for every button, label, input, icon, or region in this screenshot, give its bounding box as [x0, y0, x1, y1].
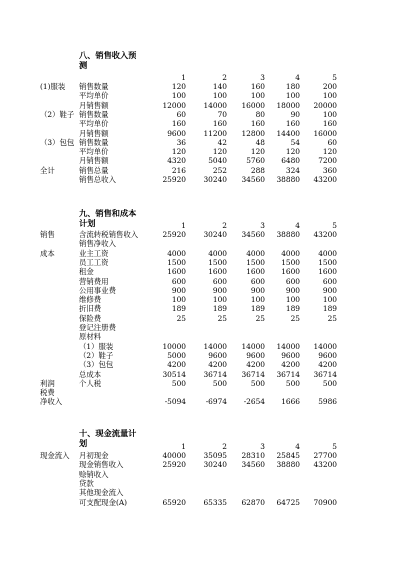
cost-cell: 4200	[281, 360, 300, 370]
cash-cell: 28310	[241, 451, 265, 460]
cost-cell: 1500	[281, 257, 300, 267]
sales-cell: 20000	[313, 100, 337, 110]
cost-cell: 14000	[276, 341, 300, 351]
cost-cell: 100	[322, 295, 337, 305]
sales-cell: 160	[322, 119, 337, 129]
sales-cell: 324	[285, 165, 300, 175]
sales-row-label: 平均单价	[79, 147, 109, 157]
cost-cell: 600	[322, 276, 337, 286]
cash-row-label: 现金销售收入	[79, 460, 124, 470]
cash-row-label: 赊销收入	[79, 469, 109, 479]
cost-cell: 189	[171, 304, 186, 314]
cost-row-label: （1）服装	[79, 341, 114, 351]
cost-month-header: 3	[260, 221, 265, 230]
cost-cell: 900	[212, 285, 227, 295]
cost-cell: 900	[250, 285, 265, 295]
cost-month-header: 2	[222, 221, 227, 230]
sales-cell: 36	[176, 137, 186, 147]
sales-cell: 216	[171, 165, 186, 175]
cost-cell: -2654	[243, 397, 265, 407]
sales-row-group: (1)服装	[40, 82, 66, 91]
sales-cell: 48	[255, 137, 265, 147]
cost-row-label: （3）包包	[79, 360, 114, 370]
cash-row-label: 贷款	[79, 478, 94, 488]
cost-row-label: 原材料	[79, 332, 102, 342]
sales-cell: 160	[171, 119, 186, 129]
cost-cell: 9600	[281, 350, 300, 360]
cost-cell: 25	[217, 313, 227, 323]
sales-cell: 5760	[246, 156, 265, 166]
cost-cell: 25920	[162, 230, 186, 239]
sales-cell: 54	[290, 137, 300, 147]
cost-cell: 36714	[313, 369, 337, 379]
cash-month-header: 2	[222, 442, 227, 451]
sales-cell: 160	[250, 119, 265, 129]
sales-cell: 4320	[167, 156, 186, 166]
cost-month-header: 4	[295, 221, 300, 230]
cash-cell: 34560	[241, 460, 265, 470]
sales-cell: 360	[322, 165, 337, 175]
cost-cell: 4000	[281, 248, 300, 258]
cost-row-label: 业主工资	[79, 248, 109, 258]
cost-row-label: 折旧费	[79, 304, 102, 314]
cost-row-label: 员工工资	[79, 257, 109, 267]
sales-cell: 80	[255, 109, 265, 119]
cost-cell: 600	[285, 276, 300, 286]
cash-cell: 65335	[203, 497, 227, 507]
cost-cell: 600	[212, 276, 227, 286]
cash-section-title: 划	[79, 438, 88, 448]
cost-cell: 9600	[208, 350, 227, 360]
cost-row-label: 销售净收入	[79, 239, 116, 249]
cost-cell: 100	[250, 295, 265, 305]
sales-cell: 25920	[162, 175, 186, 184]
cost-month-header: 1	[181, 221, 186, 230]
cost-cell: 1500	[167, 257, 186, 267]
cash-cell: 43200	[313, 460, 337, 470]
cost-cell: 1600	[208, 267, 227, 277]
cost-cell: 900	[322, 285, 337, 295]
sales-month-header: 3	[260, 73, 265, 82]
cash-cell: 70900	[313, 497, 337, 507]
sales-row-group: （2）鞋子	[40, 109, 75, 119]
cash-cell: 64725	[276, 497, 300, 507]
cash-month-header: 3	[260, 442, 265, 451]
cost-cell: 14000	[313, 341, 337, 351]
cost-section-title: 九、销售和成本	[79, 208, 137, 218]
sales-cell: 120	[250, 147, 265, 157]
sales-cell: 12800	[241, 128, 265, 138]
cash-cell: 35095	[203, 451, 227, 460]
cash-cell: 38880	[276, 460, 300, 470]
cost-cell: 5986	[318, 397, 337, 407]
cost-cell: 900	[171, 285, 186, 295]
sales-cell: 30240	[203, 175, 227, 184]
cost-cell: 9600	[318, 350, 337, 360]
cost-cell: 34560	[241, 230, 265, 239]
cost-cell: 100	[212, 295, 227, 305]
sales-cell: 7200	[318, 156, 337, 166]
sales-cell: 16000	[313, 128, 337, 138]
cost-cell: 500	[171, 378, 186, 388]
cost-cell: 4000	[246, 248, 265, 258]
sales-cell: 5040	[208, 156, 227, 166]
sales-cell: 90	[290, 109, 300, 119]
cost-section-title: 计划	[79, 218, 96, 228]
sales-month-header: 4	[295, 73, 300, 82]
sales-row-label: 销售数量	[79, 82, 109, 91]
cost-cell: 1600	[281, 267, 300, 277]
cost-cell: 1600	[167, 267, 186, 277]
cost-cell: 30514	[162, 369, 186, 379]
cost-row-group: 利润	[40, 378, 55, 388]
cash-cell: 25920	[162, 460, 186, 470]
cost-row-group: 净收入	[40, 397, 63, 407]
sales-row-label: 销售总量	[79, 165, 109, 175]
sales-cell: 252	[212, 165, 227, 175]
cost-cell: 1666	[281, 397, 300, 407]
sales-cell: 43200	[313, 175, 337, 184]
cost-cell: 30240	[203, 230, 227, 239]
cost-cell: 25	[327, 313, 337, 323]
cash-month-header: 5	[332, 442, 337, 451]
cash-row-label: 其他现金流入	[79, 488, 124, 498]
sales-cell: 100	[285, 91, 300, 101]
sales-cell: 100	[322, 109, 337, 119]
cost-cell: 600	[250, 276, 265, 286]
cost-cell: -6974	[205, 397, 227, 407]
sales-section-title: 测	[79, 60, 88, 70]
sales-cell: 60	[327, 137, 337, 147]
cost-cell: 25	[176, 313, 186, 323]
cost-row-group: 销售	[40, 230, 55, 239]
cost-row-label: （2）鞋子	[79, 350, 114, 360]
sales-cell: 160	[285, 119, 300, 129]
cost-cell: 189	[322, 304, 337, 314]
sales-cell: 120	[285, 147, 300, 157]
cost-cell: 10000	[162, 341, 186, 351]
cost-row-label: 维修费	[79, 295, 102, 305]
cost-cell: 4200	[318, 360, 337, 370]
sales-cell: 9600	[167, 128, 186, 138]
cost-cell: 25	[290, 313, 300, 323]
sales-cell: 100	[322, 91, 337, 101]
cost-cell: 38880	[276, 230, 300, 239]
sales-cell: 120	[171, 82, 186, 91]
cash-month-header: 1	[181, 442, 186, 451]
sales-cell: 180	[285, 82, 300, 91]
sales-cell: 100	[212, 91, 227, 101]
cost-cell: 4200	[208, 360, 227, 370]
sales-cell: 60	[176, 109, 186, 119]
cost-cell: 189	[212, 304, 227, 314]
cost-cell: 189	[250, 304, 265, 314]
sales-row-group: 全计	[40, 165, 55, 175]
cash-cell: 25845	[276, 451, 300, 460]
sales-cell: 288	[250, 165, 265, 175]
cash-cell: 65920	[162, 497, 186, 507]
cost-row-label: 公用事业费	[79, 285, 116, 295]
cash-section-title: 十、现金流量计	[79, 428, 137, 438]
cost-row-label: 个人税	[79, 378, 102, 388]
sales-month-header: 1	[181, 73, 186, 82]
cash-row-label: 可支配现金(A)	[79, 497, 128, 507]
cost-row-label: 营销费用	[79, 276, 109, 286]
cost-cell: 36714	[203, 369, 227, 379]
cost-row-label: 总成本	[79, 369, 102, 379]
sales-row-label: 月销售额	[79, 128, 109, 138]
sales-cell: 14400	[276, 128, 300, 138]
cost-cell: 500	[250, 378, 265, 388]
sales-row-label: 销售数量	[79, 137, 109, 147]
cost-row-group: 税费	[40, 388, 55, 398]
cash-cell: 62870	[241, 497, 265, 507]
cost-cell: 36714	[276, 369, 300, 379]
cost-cell: 500	[285, 378, 300, 388]
sales-cell: 12000	[162, 100, 186, 110]
cash-row-label: 月初现金	[79, 451, 109, 460]
cost-cell: 100	[171, 295, 186, 305]
cost-cell: -5094	[164, 397, 186, 407]
cost-cell: 25	[255, 313, 265, 323]
cost-cell: 1500	[318, 257, 337, 267]
sales-section-title: 八、销售收入预	[79, 50, 137, 60]
cost-row-label: 含流转税销售收入	[79, 230, 139, 239]
cost-cell: 1600	[318, 267, 337, 277]
sales-row-label: 月销售额	[79, 156, 109, 166]
cost-cell: 1600	[246, 267, 265, 277]
cost-cell: 4200	[167, 360, 186, 370]
sales-cell: 18000	[276, 100, 300, 110]
cost-row-label: 登记注册费	[79, 323, 116, 332]
cost-cell: 1500	[246, 257, 265, 267]
sales-cell: 100	[171, 91, 186, 101]
cost-cell: 4000	[167, 248, 186, 258]
cost-cell: 600	[171, 276, 186, 286]
cash-cell: 40000	[162, 451, 186, 460]
sales-cell: 16000	[241, 100, 265, 110]
sales-cell: 100	[250, 91, 265, 101]
cash-cell: 30240	[203, 460, 227, 470]
sales-row-label: 销售数量	[79, 109, 109, 119]
sales-cell: 42	[217, 137, 227, 147]
sales-month-header: 5	[332, 73, 337, 82]
sales-cell: 200	[322, 82, 337, 91]
sales-row-label: 销售总收入	[79, 175, 116, 184]
sales-cell: 160	[212, 119, 227, 129]
cash-row-group: 现金流入	[40, 451, 70, 460]
sales-cell: 160	[250, 82, 265, 91]
sales-row-label: 平均单价	[79, 119, 109, 129]
cost-cell: 900	[285, 285, 300, 295]
sales-cell: 120	[171, 147, 186, 157]
sales-row-group: （3）包包	[40, 137, 75, 147]
sales-row-label: 平均单价	[79, 91, 109, 101]
cost-cell: 1500	[208, 257, 227, 267]
cost-cell: 500	[322, 378, 337, 388]
cost-cell: 4000	[208, 248, 227, 258]
cost-cell: 14000	[241, 341, 265, 351]
cost-row-label: 租金	[79, 267, 94, 277]
sales-cell: 6480	[281, 156, 300, 166]
cost-cell: 43200	[313, 230, 337, 239]
sales-cell: 34560	[241, 175, 265, 184]
sales-cell: 14000	[203, 100, 227, 110]
sales-cell: 120	[322, 147, 337, 157]
cost-cell: 500	[212, 378, 227, 388]
cost-month-header: 5	[332, 221, 337, 230]
cost-cell: 36714	[241, 369, 265, 379]
cost-cell: 5000	[167, 350, 186, 360]
sales-cell: 70	[217, 109, 227, 119]
cost-cell: 189	[285, 304, 300, 314]
cost-cell: 4200	[246, 360, 265, 370]
cost-cell: 14000	[203, 341, 227, 351]
sales-month-header: 2	[222, 73, 227, 82]
sales-cell: 120	[212, 147, 227, 157]
sales-cell: 11200	[203, 128, 227, 138]
cash-cell: 27700	[313, 451, 337, 460]
cost-row-label: 保险费	[79, 313, 102, 323]
sales-cell: 38880	[276, 175, 300, 184]
sales-cell: 140	[212, 82, 227, 91]
cost-cell: 9600	[246, 350, 265, 360]
sales-row-label: 月销售额	[79, 100, 109, 110]
cost-cell: 4000	[318, 248, 337, 258]
cost-cell: 100	[285, 295, 300, 305]
cost-row-group: 成本	[40, 248, 55, 258]
cash-month-header: 4	[295, 442, 300, 451]
